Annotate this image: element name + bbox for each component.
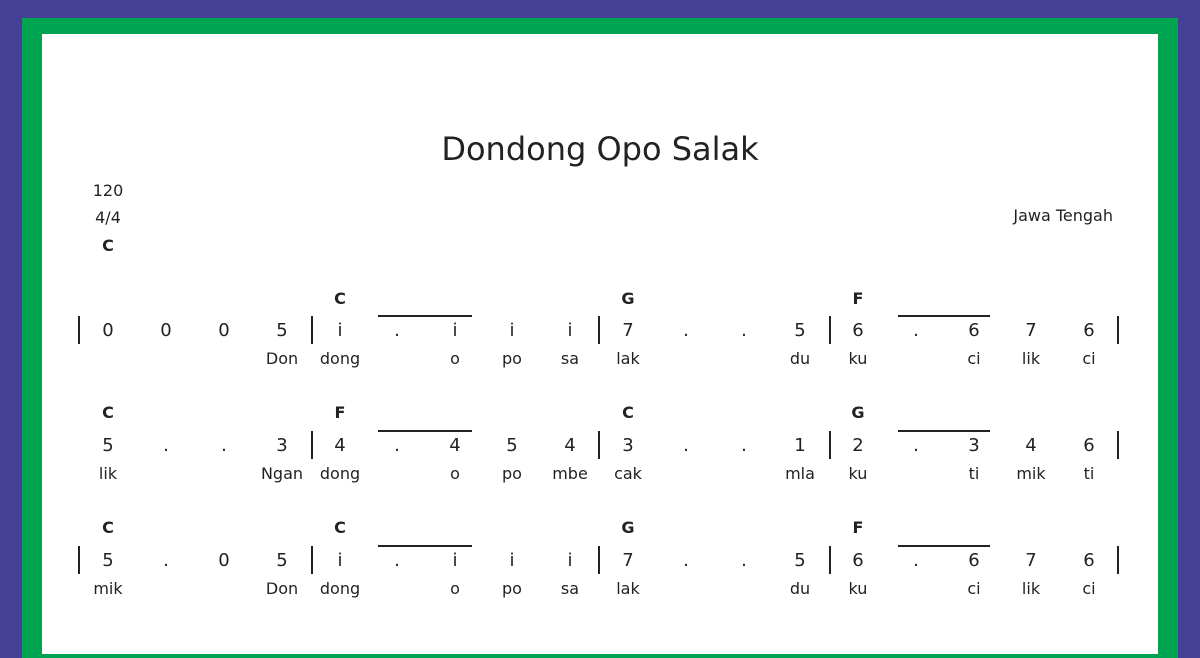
beam-line — [378, 545, 472, 547]
song-origin: Jawa Tengah — [1013, 206, 1113, 225]
lyric-syllable: mla — [785, 464, 815, 483]
note: 6 — [1083, 435, 1095, 456]
chord-symbol: G — [851, 403, 865, 422]
note-dot: . — [394, 435, 400, 456]
tempo: 120 — [92, 181, 124, 200]
song-title: Dondong Opo Salak — [441, 130, 759, 168]
note: i — [452, 550, 458, 571]
lyric-syllable: ti — [1083, 464, 1095, 483]
bar-line — [598, 316, 600, 344]
note: i — [337, 550, 343, 571]
note: i — [567, 320, 573, 341]
note: 4 — [334, 435, 346, 456]
note: 1 — [794, 435, 806, 456]
note: i — [337, 320, 343, 341]
note: 5 — [102, 435, 114, 456]
lyric-syllable: Don — [265, 579, 299, 598]
note-dot: . — [683, 320, 689, 341]
bar-line — [78, 546, 80, 574]
note-dot: . — [394, 550, 400, 571]
lyric-syllable: Ngan — [260, 464, 304, 483]
note: 7 — [1025, 550, 1037, 571]
note: 0 — [160, 320, 172, 341]
lyric-syllable: lak — [616, 579, 640, 598]
note: 0 — [218, 550, 230, 571]
bar-line — [598, 431, 600, 459]
beam-line — [898, 315, 990, 317]
lyric-syllable: dong — [319, 579, 361, 598]
note: 4 — [449, 435, 461, 456]
note-dot: . — [394, 320, 400, 341]
bar-line — [311, 431, 313, 459]
note: 6 — [1083, 320, 1095, 341]
note: 6 — [968, 550, 980, 571]
lyric-syllable: lik — [98, 464, 118, 483]
bar-line — [829, 431, 831, 459]
note-dot: . — [741, 550, 747, 571]
note: 6 — [852, 550, 864, 571]
lyric-syllable: o — [450, 464, 460, 483]
note: i — [509, 550, 515, 571]
note: 3 — [622, 435, 634, 456]
note: 5 — [794, 320, 806, 341]
chord-symbol: F — [852, 518, 864, 537]
note: i — [452, 320, 458, 341]
lyric-syllable: du — [789, 579, 811, 598]
lyric-syllable: sa — [560, 349, 580, 368]
note-dot: . — [221, 435, 227, 456]
lyric-syllable: ci — [967, 349, 981, 368]
note: 5 — [506, 435, 518, 456]
lyric-syllable: ti — [968, 464, 980, 483]
lyric-syllable: sa — [560, 579, 580, 598]
note-dot: . — [741, 435, 747, 456]
bar-line — [78, 316, 80, 344]
lyric-syllable: ku — [848, 464, 868, 483]
note: 7 — [622, 550, 634, 571]
note: 6 — [1083, 550, 1095, 571]
note: 5 — [794, 550, 806, 571]
note-dot: . — [913, 320, 919, 341]
note: i — [567, 550, 573, 571]
chord-symbol: C — [334, 518, 346, 537]
lyric-syllable: mik — [93, 579, 123, 598]
lyric-syllable: dong — [319, 349, 361, 368]
note: 7 — [1025, 320, 1037, 341]
lyric-syllable: lak — [616, 349, 640, 368]
chord-symbol: C — [622, 403, 634, 422]
chord-symbol: F — [852, 289, 864, 308]
note: 5 — [276, 320, 288, 341]
note: 6 — [852, 320, 864, 341]
bar-line — [1117, 316, 1119, 344]
bar-line — [311, 316, 313, 344]
note: 7 — [622, 320, 634, 341]
lyric-syllable: mik — [1016, 464, 1046, 483]
note: 4 — [564, 435, 576, 456]
chord-symbol: G — [621, 289, 635, 308]
note-dot: . — [913, 435, 919, 456]
lyric-syllable: ci — [967, 579, 981, 598]
lyric-syllable: dong — [319, 464, 361, 483]
lyric-syllable: ci — [1082, 349, 1096, 368]
bar-line — [598, 546, 600, 574]
lyric-syllable: du — [789, 349, 811, 368]
bar-line — [829, 316, 831, 344]
note-dot: . — [741, 320, 747, 341]
bar-line — [1117, 431, 1119, 459]
key-signature: C — [102, 236, 114, 255]
note: 6 — [968, 320, 980, 341]
beam-line — [378, 430, 472, 432]
note-dot: . — [683, 435, 689, 456]
lyric-syllable: o — [450, 349, 460, 368]
note: 3 — [968, 435, 980, 456]
lyric-syllable: ku — [848, 579, 868, 598]
bar-line — [1117, 546, 1119, 574]
lyric-syllable: ku — [848, 349, 868, 368]
note: 0 — [218, 320, 230, 341]
bar-line — [829, 546, 831, 574]
lyric-syllable: po — [502, 349, 522, 368]
beam-line — [898, 545, 990, 547]
note: i — [509, 320, 515, 341]
chord-symbol: C — [334, 289, 346, 308]
lyric-syllable: po — [502, 464, 522, 483]
note: 0 — [102, 320, 114, 341]
note-dot: . — [163, 550, 169, 571]
chord-symbol: C — [102, 518, 114, 537]
time-signature: 4/4 — [95, 208, 121, 227]
note-dot: . — [683, 550, 689, 571]
lyric-syllable: Don — [265, 349, 299, 368]
lyric-syllable: mbe — [552, 464, 588, 483]
note-dot: . — [163, 435, 169, 456]
lyric-syllable: lik — [1021, 579, 1041, 598]
chord-symbol: C — [102, 403, 114, 422]
note: 3 — [276, 435, 288, 456]
note: 2 — [852, 435, 864, 456]
chord-symbol: F — [334, 403, 346, 422]
bar-line — [311, 546, 313, 574]
lyric-syllable: po — [502, 579, 522, 598]
note: 4 — [1025, 435, 1037, 456]
chord-symbol: G — [621, 518, 635, 537]
lyric-syllable: ci — [1082, 579, 1096, 598]
note-dot: . — [913, 550, 919, 571]
note: 5 — [102, 550, 114, 571]
lyric-syllable: lik — [1021, 349, 1041, 368]
lyric-syllable: o — [450, 579, 460, 598]
beam-line — [898, 430, 990, 432]
note: 5 — [276, 550, 288, 571]
lyric-syllable: cak — [614, 464, 642, 483]
beam-line — [378, 315, 472, 317]
